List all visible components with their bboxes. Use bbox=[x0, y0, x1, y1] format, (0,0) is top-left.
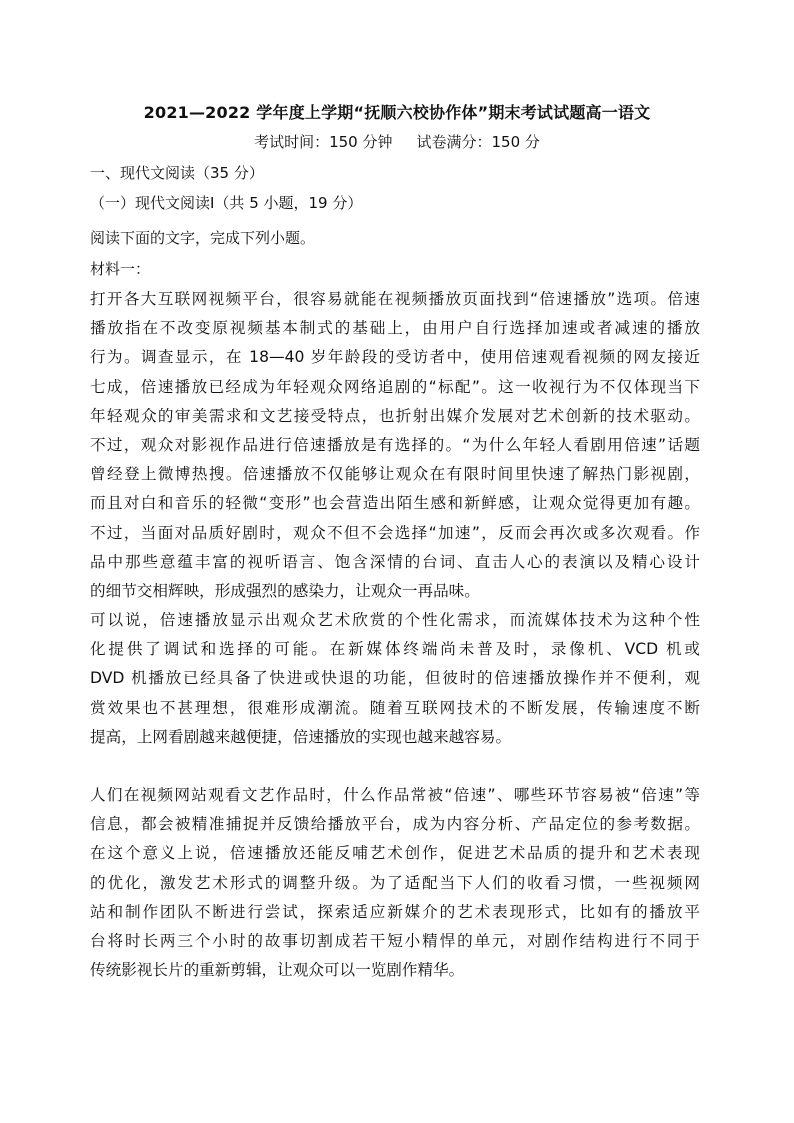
paragraph-line: 站和制作团队不断进行尝试，探索适应新媒介的艺术表现形式，比如有的播放平 bbox=[90, 902, 700, 921]
paragraph-line: 七成，倍速播放已经成为年轻观众网络追剧的“标配”。这一收视行为不仅体现当下 bbox=[90, 377, 700, 396]
paragraph-2 bbox=[90, 606, 700, 752]
paragraph-line: 不过，观众对影视作品进行倍速播放是有选择的。“为什么年轻人看剧用倍速”话题 bbox=[90, 436, 700, 455]
paragraph-line: 人们在视频网站观看文艺作品时，什么作品常被“倍速”、哪些环节容易被“倍速”等 bbox=[90, 786, 700, 804]
paragraph-line: DVD 机播放已经具备了快进或快退的功能，但彼时的倍速播放操作并不便利，观 bbox=[90, 669, 700, 688]
instruction: 阅读下面的文字，完成下列小题。 bbox=[90, 229, 316, 247]
full-score: 试卷满分：150 分 bbox=[416, 133, 540, 151]
paragraph-line: 年轻观众的审美需求和文艺接受特点，也折射出媒介发展对艺术创新的技术驱动。 bbox=[90, 406, 700, 425]
paragraph-line: 不过，当面对品质好剧时，观众不但不会选择“加速”，反而会再次或多次观看。作 bbox=[90, 523, 700, 542]
material-label: 材料一： bbox=[90, 260, 151, 278]
paragraph-3 bbox=[90, 781, 700, 985]
paragraph-line: 信息，都会被精准捕捉并反馈给播放平台，成为内容分析、产品定位的参考数据。 bbox=[90, 815, 700, 834]
exam-info bbox=[0, 131, 794, 152]
section-subheading: （一）现代文阅读Ⅰ（共 5 小题，19 分） bbox=[90, 194, 363, 212]
exam-time: 考试时间：150 分钟 bbox=[254, 133, 393, 151]
section-heading: 一、现代文阅读（35 分） bbox=[90, 164, 264, 182]
paragraph-line: 可以说，倍速播放显示出观众艺术欣赏的个性化需求，而流媒体技术为这种个性 bbox=[90, 611, 700, 629]
page-title: 2021—2022 学年度上学期“抚顺六校协作体”期末考试试题高一语文 bbox=[143, 103, 651, 122]
paragraph-line: 的细节交相辉映，形成强烈的感染力，让观众一再品味。 bbox=[90, 582, 480, 601]
paragraph-line: 传统影视长片的重新剪辑，让观众可以一览剧作精华。 bbox=[90, 961, 465, 980]
paragraph-line: 品中那些意蕴丰富的视听语言、饱含深情的台词、直击人心的表演以及精心设计 bbox=[90, 552, 700, 571]
paragraph-line: 行为。调查显示，在 18—40 岁年龄段的受访者中，使用倍速观看视频的网友接近 bbox=[90, 348, 700, 367]
paragraph-line: 而且对白和音乐的轻微“变形”也会营造出陌生感和新鲜感，让观众觉得更加有趣。 bbox=[90, 494, 700, 513]
paragraph-line: 赏效果也不甚理想，很难形成潮流。随着互联网技术的不断发展，传输速度不断 bbox=[90, 698, 700, 717]
paragraph-line: 打开各大互联网视频平台，很容易就能在视频播放页面找到“倍速播放”选项。倍速 bbox=[90, 290, 700, 308]
paragraph-line: 台将时长两三个小时的故事切割成若干短小精悍的单元，对剧作结构进行不同于 bbox=[90, 932, 700, 951]
paragraph-line: 化提供了调试和选择的可能。在新媒体终端尚未普及时，录像机、VCD 机或 bbox=[90, 640, 700, 659]
paragraph-line: 曾经登上微博热搜。倍速播放不仅能够让观众在有限时间里快速了解热门影视剧， bbox=[90, 465, 700, 484]
paragraph-line: 播放指在不改变原视频基本制式的基础上，由用户自行选择加速或者减速的播放 bbox=[90, 319, 700, 338]
paragraph-line: 在这个意义上说，倍速播放还能反哺艺术创作，促进艺术品质的提升和艺术表现 bbox=[90, 844, 700, 863]
paragraph-1 bbox=[90, 285, 700, 606]
paragraph-line: 的优化，激发艺术形式的调整升级。为了适配当下人们的收看习惯，一些视频网 bbox=[90, 873, 700, 892]
paragraph-line: 提高，上网看剧越来越便捷，倍速播放的实现也越来越容易。 bbox=[90, 727, 512, 746]
